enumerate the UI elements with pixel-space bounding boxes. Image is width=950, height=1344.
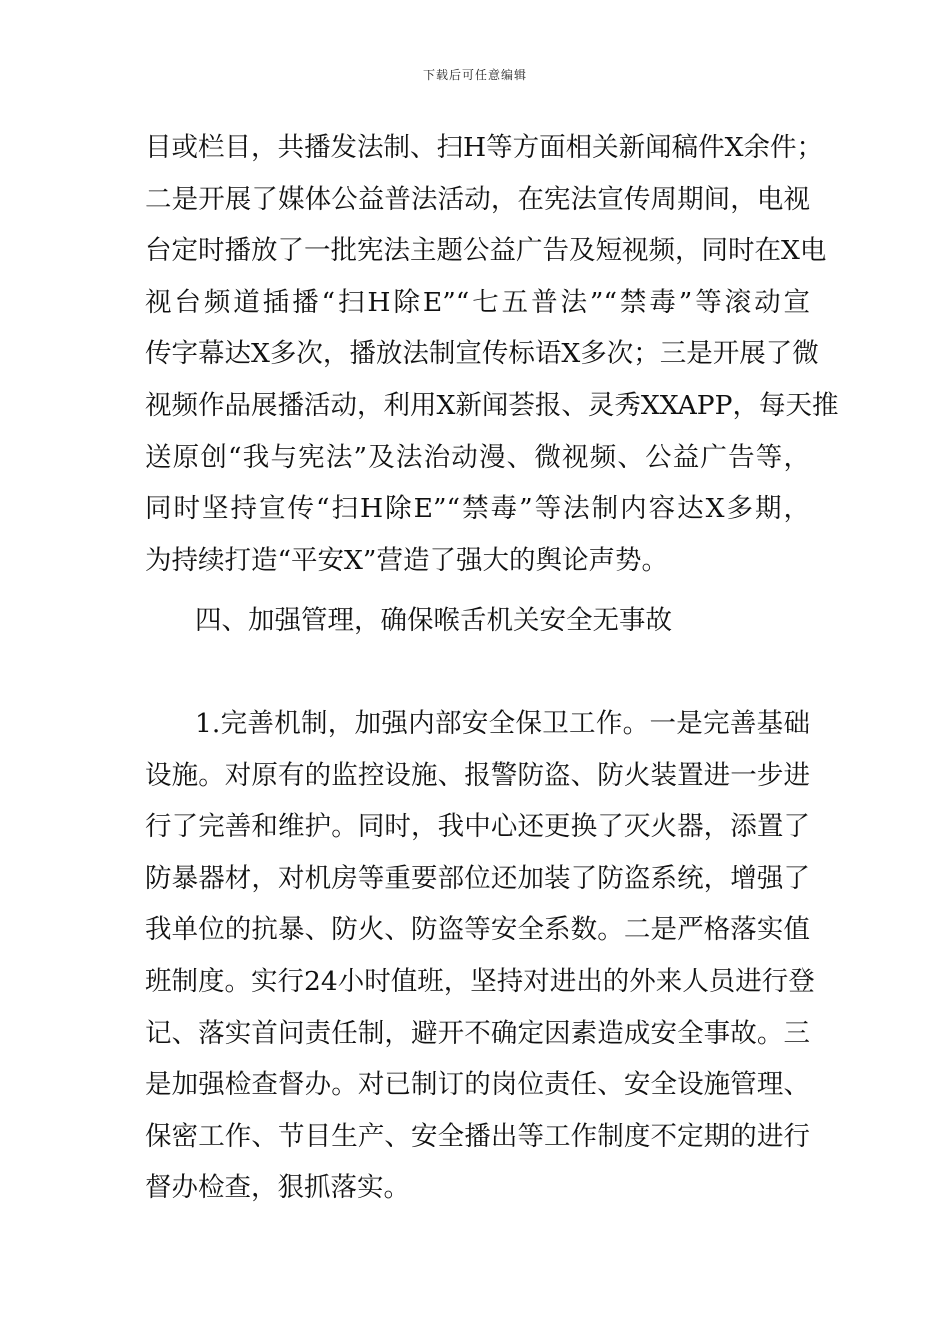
paragraph-line: 视频作品展播活动，利用X新闻荟报、灵秀XXAPP，每天推 [145, 389, 839, 421]
paragraph-line: 台定时播放了一批宪法主题公益广告及短视频，同时在X电 [145, 235, 827, 267]
paragraph-line: 为持续打造“平安X”营造了强大的舆论声势。 [145, 544, 668, 576]
paragraph-line: 督办检查，狠抓落实。 [145, 1172, 410, 1204]
paragraph-line: 视台频道插播“扫H除E”“七五普法”“禁毒”等滚动宣 [145, 286, 810, 318]
paragraph-line: 保密工作、节目生产、安全播出等工作制度不定期的进行 [145, 1120, 810, 1152]
paragraph-line: 防暴器材，对机房等重要部位还加装了防盗系统，增强了 [145, 862, 810, 894]
paragraph-line: 二是开展了媒体公益普法活动，在宪法宣传周期间，电视 [145, 183, 810, 215]
section-heading [195, 595, 810, 647]
body-paragraph-media-publicity [145, 122, 839, 586]
body-paragraph-security-management [145, 698, 815, 1214]
paragraph-line: 我单位的抗暴、防火、防盗等安全系数。二是严格落实值 [145, 914, 810, 946]
paragraph-line: 是加强检查督办。对已制订的岗位责任、安全设施管理、 [145, 1069, 810, 1101]
paragraph-line: 班制度。实行24小时值班，坚持对进出的外来人员进行登 [145, 965, 815, 997]
page-header-note: 下载后可任意编辑 [422, 68, 527, 82]
section-heading-text: 四、加强管理，确保喉舌机关安全无事故 [195, 605, 672, 636]
paragraph-line: 同时坚持宣传“扫H除E”“禁毒”等法制内容达X多期， [145, 493, 810, 525]
paragraph-line: 设施。对原有的监控设施、报警防盗、防火装置进一步进 [145, 759, 810, 791]
paragraph-line: 传字幕达X多次，播放法制宣传标语X多次；三是开展了微 [145, 338, 819, 370]
paragraph-line: 送原创“我与宪法”及法治动漫、微视频、公益广告等， [145, 441, 810, 473]
paragraph-line: 目或栏目，共播发法制、扫H等方面相关新闻稿件X余件； [145, 132, 823, 163]
paragraph-line: 1.完善机制，加强内部安全保卫工作。一是完善基础 [195, 708, 810, 739]
paragraph-line: 记、落实首问责任制，避开不确定因素造成安全事故。三 [145, 1017, 810, 1049]
paragraph-line: 行了完善和维护。同时，我中心还更换了灭火器，添置了 [145, 811, 810, 843]
